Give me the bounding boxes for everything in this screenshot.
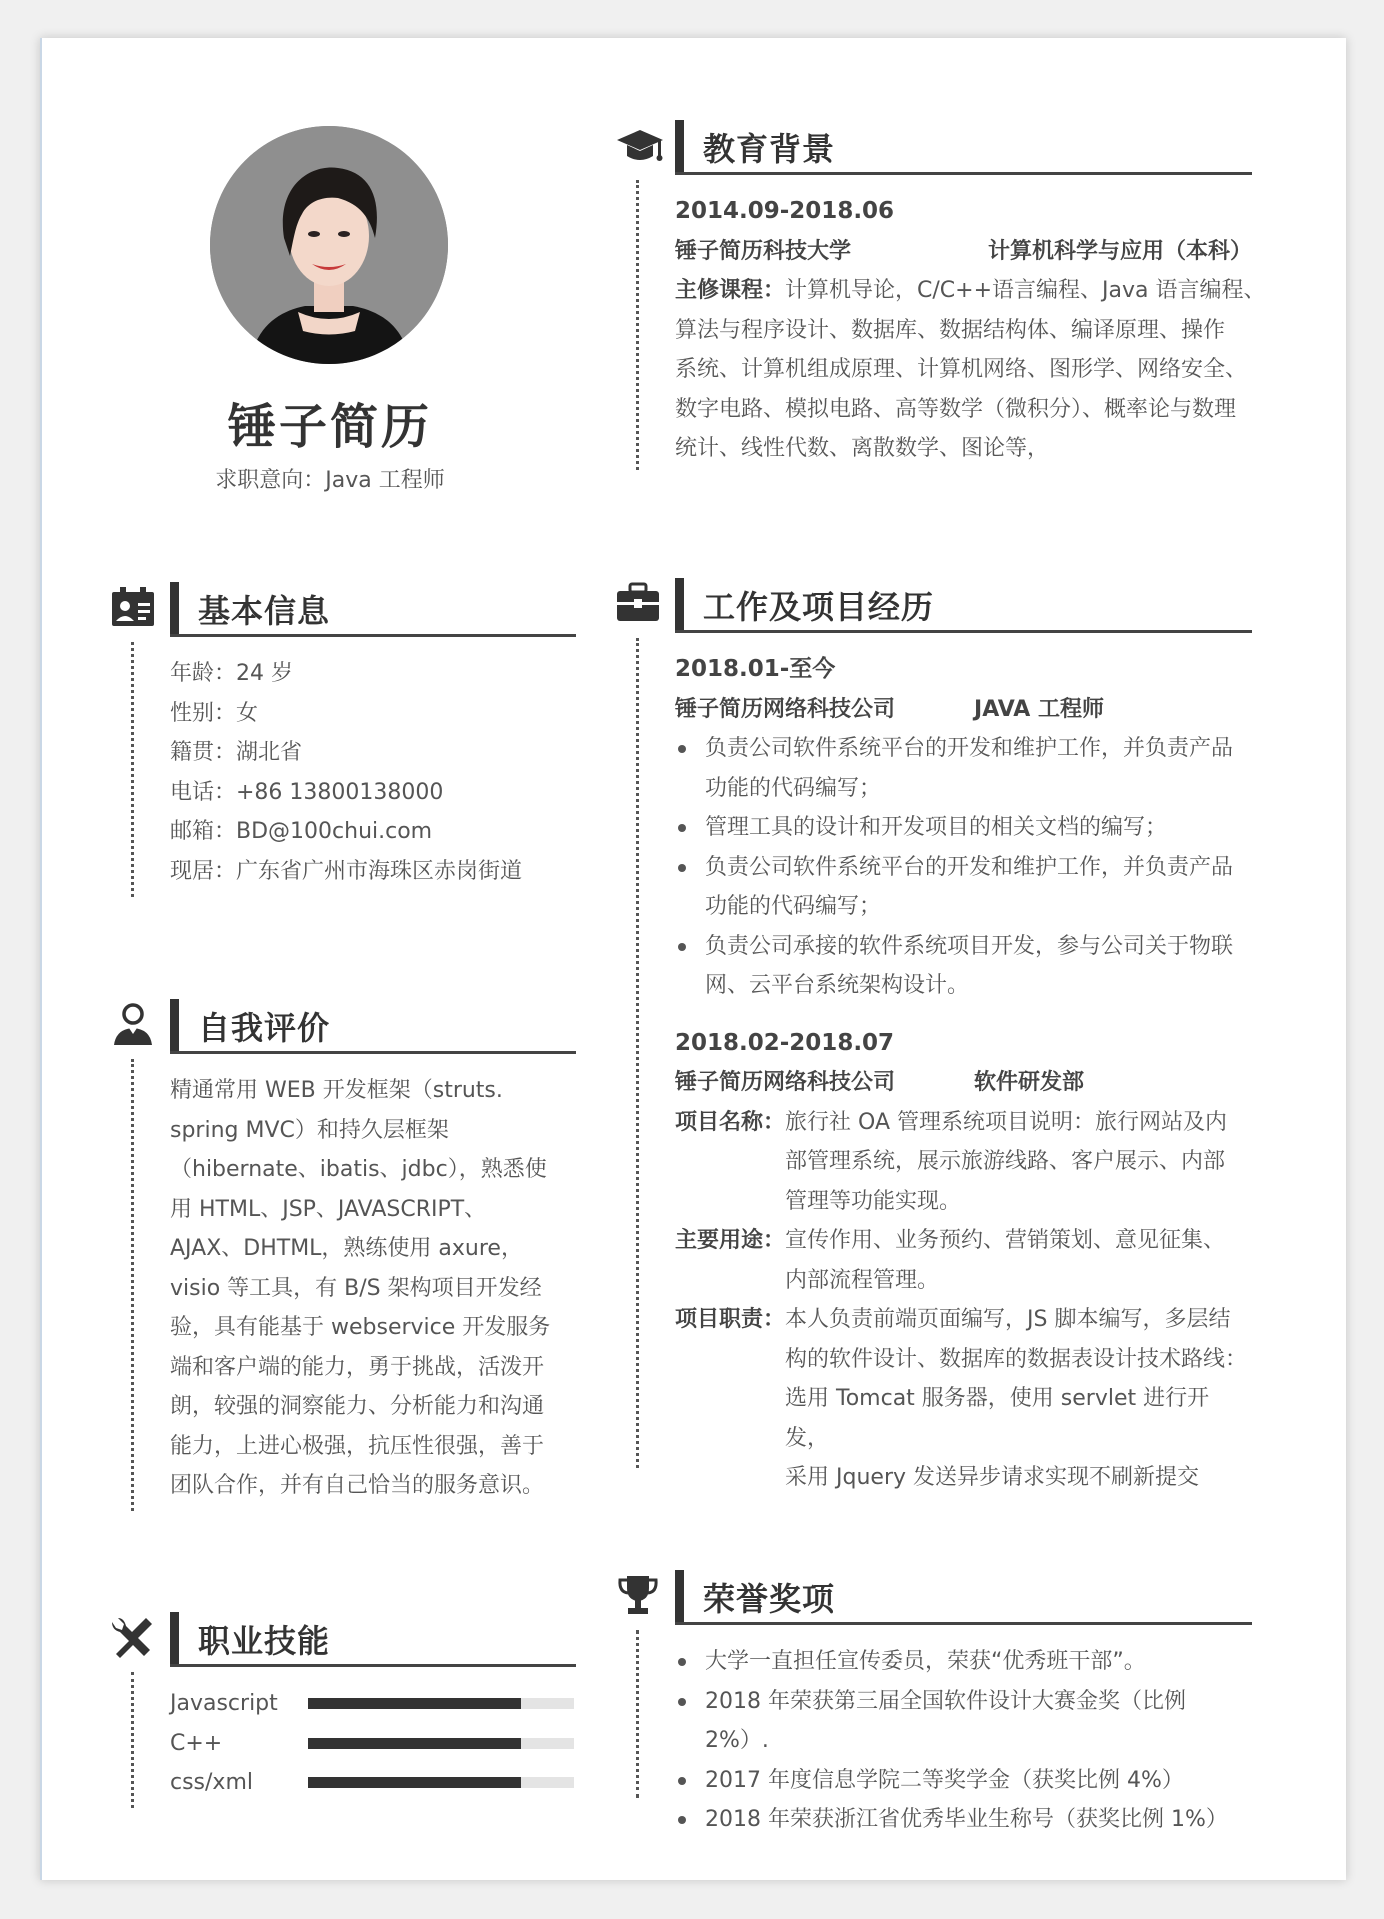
self-line: AJAX、DHTML，熟练使用 axure， (170, 1236, 523, 1261)
skill-bar-fill (308, 1738, 521, 1749)
basic-info-content (170, 654, 576, 891)
work-content (675, 650, 1252, 1498)
education-school-row (675, 232, 1252, 272)
list-item: 2018 年荣获浙江省优秀毕业生称号（获奖比例 1%） (675, 1800, 1252, 1840)
job1-company: 锤子简历网络科技公司 (675, 696, 896, 722)
courses-line: 算法与程序设计、数据库、数据结构体、编译原理、操作 (675, 317, 1226, 343)
self-line: 能力，上进心极强，抗压性很强，善于 (170, 1433, 545, 1459)
page-edge (40, 38, 42, 1880)
courses-line (675, 271, 1266, 311)
self-line: 验，具有能基于 webservice 开发服务 (170, 1315, 551, 1340)
job2-dept: 软件研发部 (974, 1070, 1085, 1095)
section-bar (675, 1570, 684, 1624)
courses-label: 主修课程： (675, 278, 786, 303)
list-item: 大学一直担任宣传委员，荣获“优秀班干部”。 (675, 1642, 1252, 1682)
major-name: 计算机科学与应用（本科） (987, 238, 1252, 264)
hometown-field: 籍贯：湖北省 (170, 740, 303, 765)
self-line: 朗，较强的洞察能力、分析能力和沟通 (170, 1394, 545, 1419)
job1-role: JAVA 工程师 (974, 696, 1104, 722)
gender-field: 性别：女 (170, 700, 259, 726)
timeline-dots (131, 642, 134, 897)
skill-row (170, 1684, 576, 1724)
honors-content (675, 1642, 1252, 1840)
self-line: 精通常用 WEB 开发框架（struts. (170, 1078, 503, 1103)
section-underline (675, 1622, 1252, 1625)
resume-page (40, 38, 1346, 1880)
list-item: 管理工具的设计和开发项目的相关文档的编写； (675, 808, 1252, 848)
courses-text: 计算机导论，C/C++语言编程、Java 语言编程、 (785, 278, 1266, 303)
job2-date: 2018.02-2018.07 (675, 1029, 895, 1056)
section-title: 荣誉奖项 (703, 1580, 836, 1618)
skill-bar (308, 1777, 574, 1788)
job-intent: 求职意向：Java 工程师 (215, 468, 445, 493)
education-content (675, 192, 1266, 469)
job1-date: 2018.01-至今 (675, 656, 836, 682)
skill-row (170, 1763, 576, 1803)
list-item: 负责公司软件系统平台的开发和维护工作，并负责产品 功能的代码编写； (675, 729, 1252, 808)
self-evaluation-content (170, 1071, 576, 1506)
skill-bar-fill (308, 1777, 521, 1788)
email-field: 邮箱：BD@100chui.com (170, 819, 433, 844)
project-name-field: 项目名称： 旅行社 OA 管理系统项目说明：旅行网站及内 部管理系统，展示旅游线路、客户展示、内部 管理等功能实现。 (675, 1109, 1227, 1214)
section-underline (170, 634, 576, 637)
job1-header (675, 690, 1252, 730)
section-underline (170, 1664, 576, 1667)
skills-content (170, 1684, 576, 1803)
project-usage-field: 主要用途： 宣传作用、业务预约、营销策划、意见征集、 内部流程管理。 (675, 1228, 1226, 1293)
timeline-dots (131, 1672, 134, 1808)
job1-duties (675, 729, 1252, 1006)
avatar-portrait (210, 126, 448, 364)
skill-bar-fill (308, 1698, 521, 1709)
section-bar (170, 582, 179, 636)
avatar (210, 126, 448, 364)
section-bar (675, 120, 684, 174)
phone-field: 电话：+86 13800138000 (170, 779, 444, 805)
trophy-icon (615, 1572, 661, 1618)
section-title: 职业技能 (198, 1622, 331, 1660)
timeline-dots (636, 180, 639, 470)
list-item: 负责公司承接的软件系统项目开发，参与公司关于物联 网、云平台系统架构设计。 (675, 927, 1252, 1006)
address-field: 现居：广东省广州市海珠区赤岗街道 (170, 858, 523, 884)
list-item: 2017 年度信息学院二等奖学金（获奖比例 4%） (675, 1761, 1252, 1801)
self-line: visio 等工具，有 B/S 架构项目开发经 (170, 1275, 542, 1301)
list-item: 负责公司软件系统平台的开发和维护工作，并负责产品 功能的代码编写； (675, 848, 1252, 927)
timeline-dots (636, 1630, 639, 1798)
tools-icon (110, 1614, 156, 1660)
project-duty-field: 项目职责： 本人负责前端页面编写，JS 脚本编写，多层结 构的软件设计、数据库的数据表设计技术路线： 选用 Tomcat 服务器，使用 servlet 进行开发， 采用 Jquery 发送异步请求实现不刷新提交 (675, 1307, 1248, 1490)
timeline-dots (636, 638, 639, 1468)
section-title: 教育背景 (703, 130, 836, 168)
section-bar (675, 578, 684, 632)
section-title: 基本信息 (198, 592, 331, 630)
job2-company: 锤子简历网络科技公司 (675, 1070, 896, 1095)
skill-name: Javascript (170, 1691, 278, 1716)
skill-name: css/xml (170, 1770, 253, 1795)
education-date: 2014.09-2018.06 (675, 198, 895, 224)
skill-bar (308, 1738, 574, 1749)
self-line: 端和客户端的能力，勇于挑战，活泼开 (170, 1354, 545, 1380)
section-title: 自我评价 (198, 1009, 331, 1047)
graduation-cap-icon (615, 122, 661, 168)
section-underline (675, 172, 1252, 175)
skill-bar (308, 1698, 574, 1709)
list-item: 2018 年荣获第三届全国软件设计大赛金奖（比例 2%）. (675, 1682, 1252, 1761)
job2-header (675, 1063, 1252, 1103)
courses-line: 统计、线性代数、离散数学、图论等， (675, 436, 1050, 461)
section-underline (675, 630, 1252, 633)
section-bar (170, 1612, 179, 1666)
skill-row (170, 1724, 576, 1764)
self-line: 团队合作，并有自己恰当的服务意识。 (170, 1473, 545, 1498)
candidate-name: 锤子简历 (227, 399, 432, 455)
age-field: 年龄：24 岁 (170, 661, 293, 686)
skill-name: C++ (170, 1730, 223, 1756)
honors-list (675, 1642, 1252, 1840)
self-line: 用 HTML、JSP、JAVASCRIPT、 (170, 1196, 487, 1222)
section-underline (170, 1051, 576, 1054)
section-bar (170, 999, 179, 1053)
user-icon (110, 1001, 156, 1047)
section-title: 工作及项目经历 (703, 588, 935, 626)
briefcase-icon (615, 580, 661, 626)
self-line: spring MVC）和持久层框架 (170, 1117, 449, 1143)
timeline-dots (131, 1059, 134, 1511)
courses-line: 系统、计算机组成原理、计算机网络、图形学、网络安全、 (675, 357, 1248, 382)
id-card-icon (110, 584, 156, 630)
self-line: （hibernate、ibatis、jdbc），熟悉使 (170, 1157, 547, 1182)
school-name: 锤子简历科技大学 (675, 238, 852, 264)
courses-line: 数字电路、模拟电路、高等数学（微积分）、概率论与数理 (675, 396, 1237, 422)
